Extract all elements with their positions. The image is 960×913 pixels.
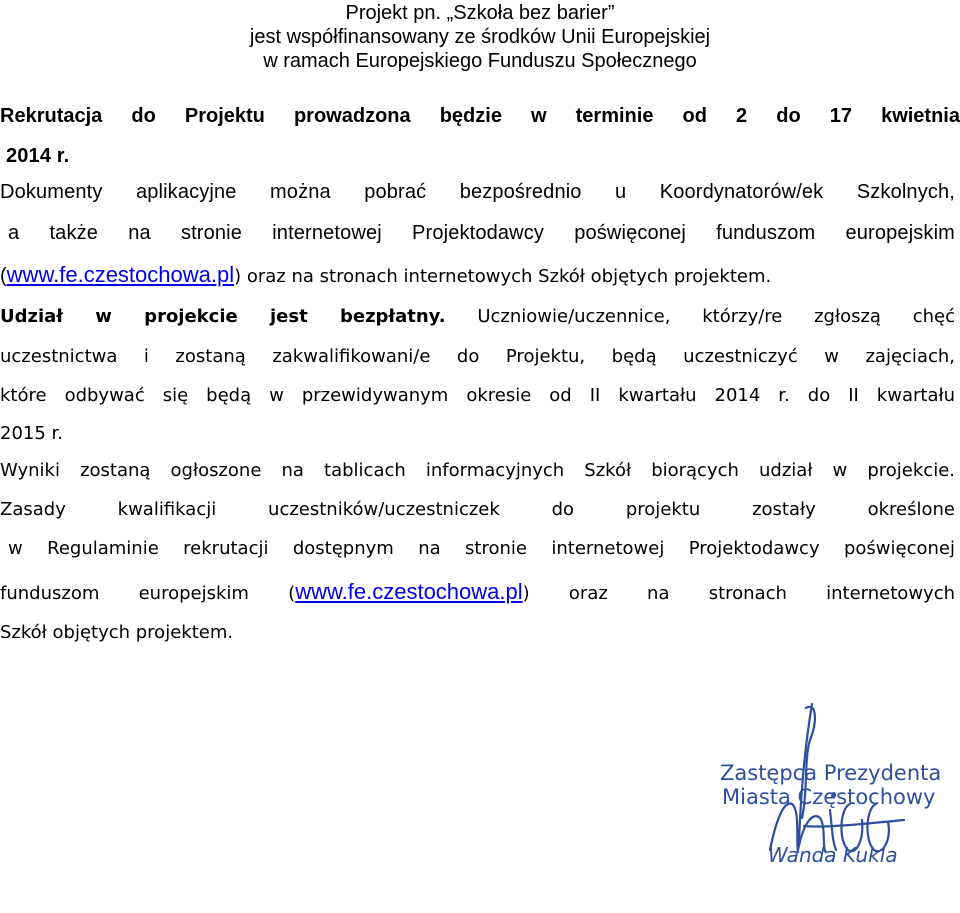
results-line: Wyniki zostaną ogłoszone na tablicach informacyjnych Szkół biorących udział w projekcie. — [0, 460, 955, 481]
header-line-1: Projekt pn. „Szkoła bez barier” — [345, 2, 615, 24]
participation-line-2: uczestnictwa i zostaną zakwalifikowani/e do Projektu, będą uczestniczyć w zajęciach, — [0, 346, 955, 367]
rules-line-3 — [0, 579, 955, 605]
rules-website-link[interactable]: www.fe.czestochowa.pl — [295, 579, 523, 604]
recruitment-line-2 — [6, 145, 69, 168]
stamp-line-1: Zastępca Prezydenta — [720, 761, 942, 785]
rules-line-2: w Regulaminie rekrutacji dostępnym na stronie internetowej Projektodawcy poświęconej — [8, 538, 955, 559]
header-line-3: w ramach Europejskiego Funduszu Społecznego — [263, 50, 697, 72]
participation-free-notice: Udział w projekcie jest bezpłatny. — [0, 306, 446, 327]
recruitment-line-1: Rekrutacja do Projektu prowadzona będzie w terminie od 2 do 17 kwietnia — [0, 105, 960, 127]
rules-line-4: Szkół objętych projektem. — [0, 622, 234, 643]
documents-line-3 — [0, 262, 771, 288]
header-line-2: jest współfinansowany ze środków Unii Europejskiej — [249, 26, 711, 48]
stamp-line-2: Miasta Częstochowy — [722, 785, 936, 809]
documents-line-2: a także na stronie internetowej Projektodawcy poświęconej funduszom europejskim — [8, 222, 955, 244]
rules-line-3-text: ) oraz na stronach internetowych — [522, 583, 955, 604]
signature-svg — [714, 700, 960, 908]
participation-line-1-text: Uczniowie/uczennice, którzy/re zgłoszą chęć — [445, 306, 955, 327]
project-header — [0, 1, 960, 73]
signature-stamp — [714, 700, 960, 908]
documents-line-1: Dokumenty aplikacyjne można pobrać bezpośrednio u Koordynatorów/ek Szkolnych, — [0, 181, 955, 203]
rules-line-3-start: funduszom europejskim ( — [0, 583, 296, 604]
stamp-name: Wanda Kukla — [768, 843, 898, 867]
rules-line-1: Zasady kwalifikacji uczestników/uczestniczek do projektu zostały określone — [0, 499, 955, 520]
documents-open-paren: ( — [0, 265, 7, 287]
participation-line-4: 2015 r. — [0, 423, 63, 444]
participation-line-1 — [0, 306, 955, 327]
documents-website-link[interactable]: www.fe.czestochowa.pl — [6, 262, 235, 287]
documents-line-3-text: ) oraz na stronach internetowych Szkół objętych projektem. — [234, 266, 772, 287]
participation-line-3: które odbywać się będą w przewidywanym okresie od II kwartału 2014 r. do II kwartału — [0, 385, 955, 406]
recruitment-date: 2014 r. — [6, 145, 70, 167]
